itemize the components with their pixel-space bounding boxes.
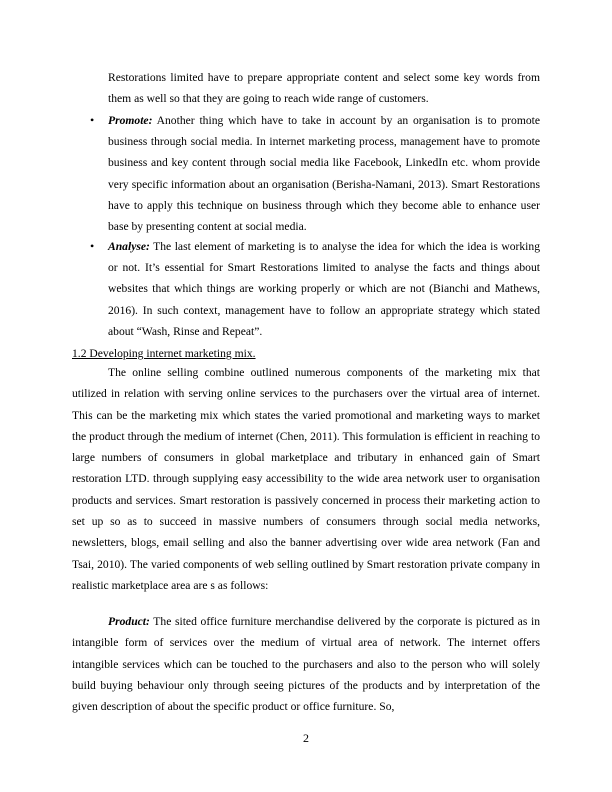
bullet-analyse [108, 236, 540, 342]
bullet-icon: • [90, 113, 95, 127]
section-heading: 1.2 Developing internet marketing mix. [72, 347, 256, 360]
bullet-text: The last element of marketing is to analyse the idea for which the idea is working or not. It’s essential for Smart Restorations limited to analyse the facts and things about websites that which things are working properly or which are not (Bianchi and Mathews, 2016). In such context, management have to follow an appropriate strategy which stated about “Wash, Rinse and Repeat”. [108, 240, 540, 338]
continuation-paragraph: Restorations limited have to prepare appropriate content and select some key words from them as well so that they are going to reach wide range of customers. [108, 71, 540, 106]
bullet-text: Another thing which have to take in account by an organisation is to promote business through social media. In internet marketing process, management have to promote business and key content through social media like Facebook, LinkedIn etc. whom provide very specific information about an organisation (Berisha-Namani, 2013). Smart Restorations have to apply this technique on business through which they become able to enhance user base by presenting content at social media. [108, 114, 540, 234]
bullet-promote [108, 110, 540, 237]
bullet-term: Analyse: [108, 240, 150, 253]
bullet-term: Promote: [108, 114, 153, 127]
paragraph-marketing-mix [72, 362, 540, 596]
paragraph-text: The sited office furniture merchandise delivered by the corporate is pictured as in intangible form of services over the medium of virtual area of network. The internet offers intangible services which can be touched to the purchasers and also to the person who will solely build buying behaviour only through seeing pictures of the products and by interpretation of the given description of about the specific product or office furniture. So, [72, 615, 540, 714]
paragraph-product [72, 611, 540, 717]
paragraph-term: Product: [108, 615, 150, 628]
page-number: 2 [303, 731, 309, 745]
bullet-icon: • [90, 239, 95, 253]
continuation-text [108, 67, 540, 109]
paragraph-text: The online selling combine outlined numerous components of the marketing mix that utilized in relation with serving online services to the purchasers over the virtual area of internet. This can be the marketing mix which states the varied promotional and marketing ways to market the product through the medium of internet (Chen, 2011). This formulation is efficient in reaching to large numbers of consumers in global marketplace and tributary in enhanced gain of Smart restoration LTD. through supplying easy accessibility to the wide area network user to organisation products and services. Smart restoration is passively concerned in process their marketing action to set up so as to succeed in massive numbers of consumers through social media networks, newsletters, blogs, email selling and also the banner advertising over wide area network (Fan and Tsai, 2010). The varied components of web selling outlined by Smart restoration private company in realistic marketplace area are s as follows: [72, 366, 540, 592]
